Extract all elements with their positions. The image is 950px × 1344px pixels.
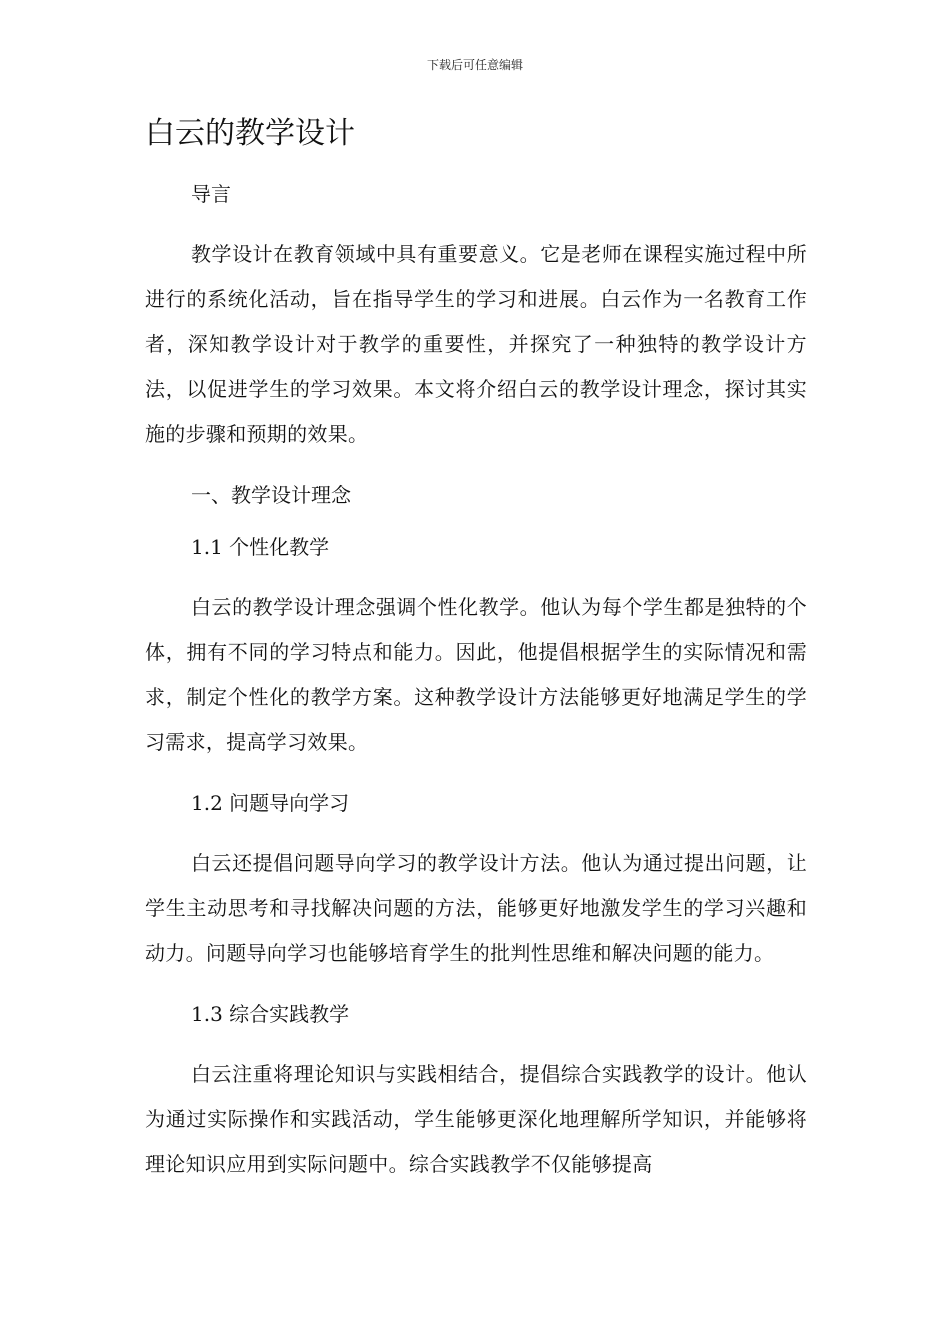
- subsection-1-1-paragraph: 白云的教学设计理念强调个性化教学。他认为每个学生都是独特的个体，拥有不同的学习特点和能力。因此，他提倡根据学生的实际情况和需求，制定个性化的教学方案。这种教学设计方法能够更好地满足学生的学习需求，提高学习效果。: [145, 595, 807, 754]
- document-title: 白云的教学设计: [145, 116, 355, 151]
- subsection-1-1-heading: 1.1 个性化教学: [191, 535, 330, 559]
- spacer: [145, 156, 807, 180]
- spacer: [145, 561, 807, 585]
- spacer: [145, 976, 807, 1000]
- subsection-1-2-paragraph: 白云还提倡问题导向学习的教学设计方法。他认为通过提出问题，让学生主动思考和寻找解决问题的方法，能够更好地激发学生的学习兴趣和动力。问题导向学习也能够培育学生的批判性思维和解决问题的能力。: [145, 851, 807, 965]
- page-header-note: 下载后可任意编辑: [426, 58, 523, 72]
- subsection-1-2-heading: 1.2 问题导向学习: [191, 791, 350, 815]
- spacer: [145, 208, 807, 232]
- subsection-1-3-heading: 1.3 综合实践教学: [191, 1002, 350, 1026]
- document-body: [145, 112, 807, 1187]
- intro-heading: 导言: [191, 182, 231, 206]
- spacer: [145, 765, 807, 789]
- subsection-1-3-paragraph: 白云注重将理论知识与实践相结合，提倡综合实践教学的设计。他认为通过实际操作和实践活动，学生能够更深化地理解所学知识，并能够将理论知识应用到实际问题中。综合实践教学不仅能够提高: [145, 1062, 807, 1176]
- spacer: [145, 457, 807, 481]
- section-1-heading: 一、教学设计理念: [191, 483, 351, 507]
- spacer: [145, 1028, 807, 1052]
- intro-paragraph: 教学设计在教育领域中具有重要意义。它是老师在课程实施过程中所进行的系统化活动，旨在指导学生的学习和进展。白云作为一名教育工作者，深知教学设计对于教学的重要性，并探究了一种独特的教学设计方法，以促进学生的学习效果。本文将介绍白云的教学设计理念，探讨其实施的步骤和预期的效果。: [145, 242, 807, 446]
- spacer: [145, 817, 807, 841]
- spacer: [145, 509, 807, 533]
